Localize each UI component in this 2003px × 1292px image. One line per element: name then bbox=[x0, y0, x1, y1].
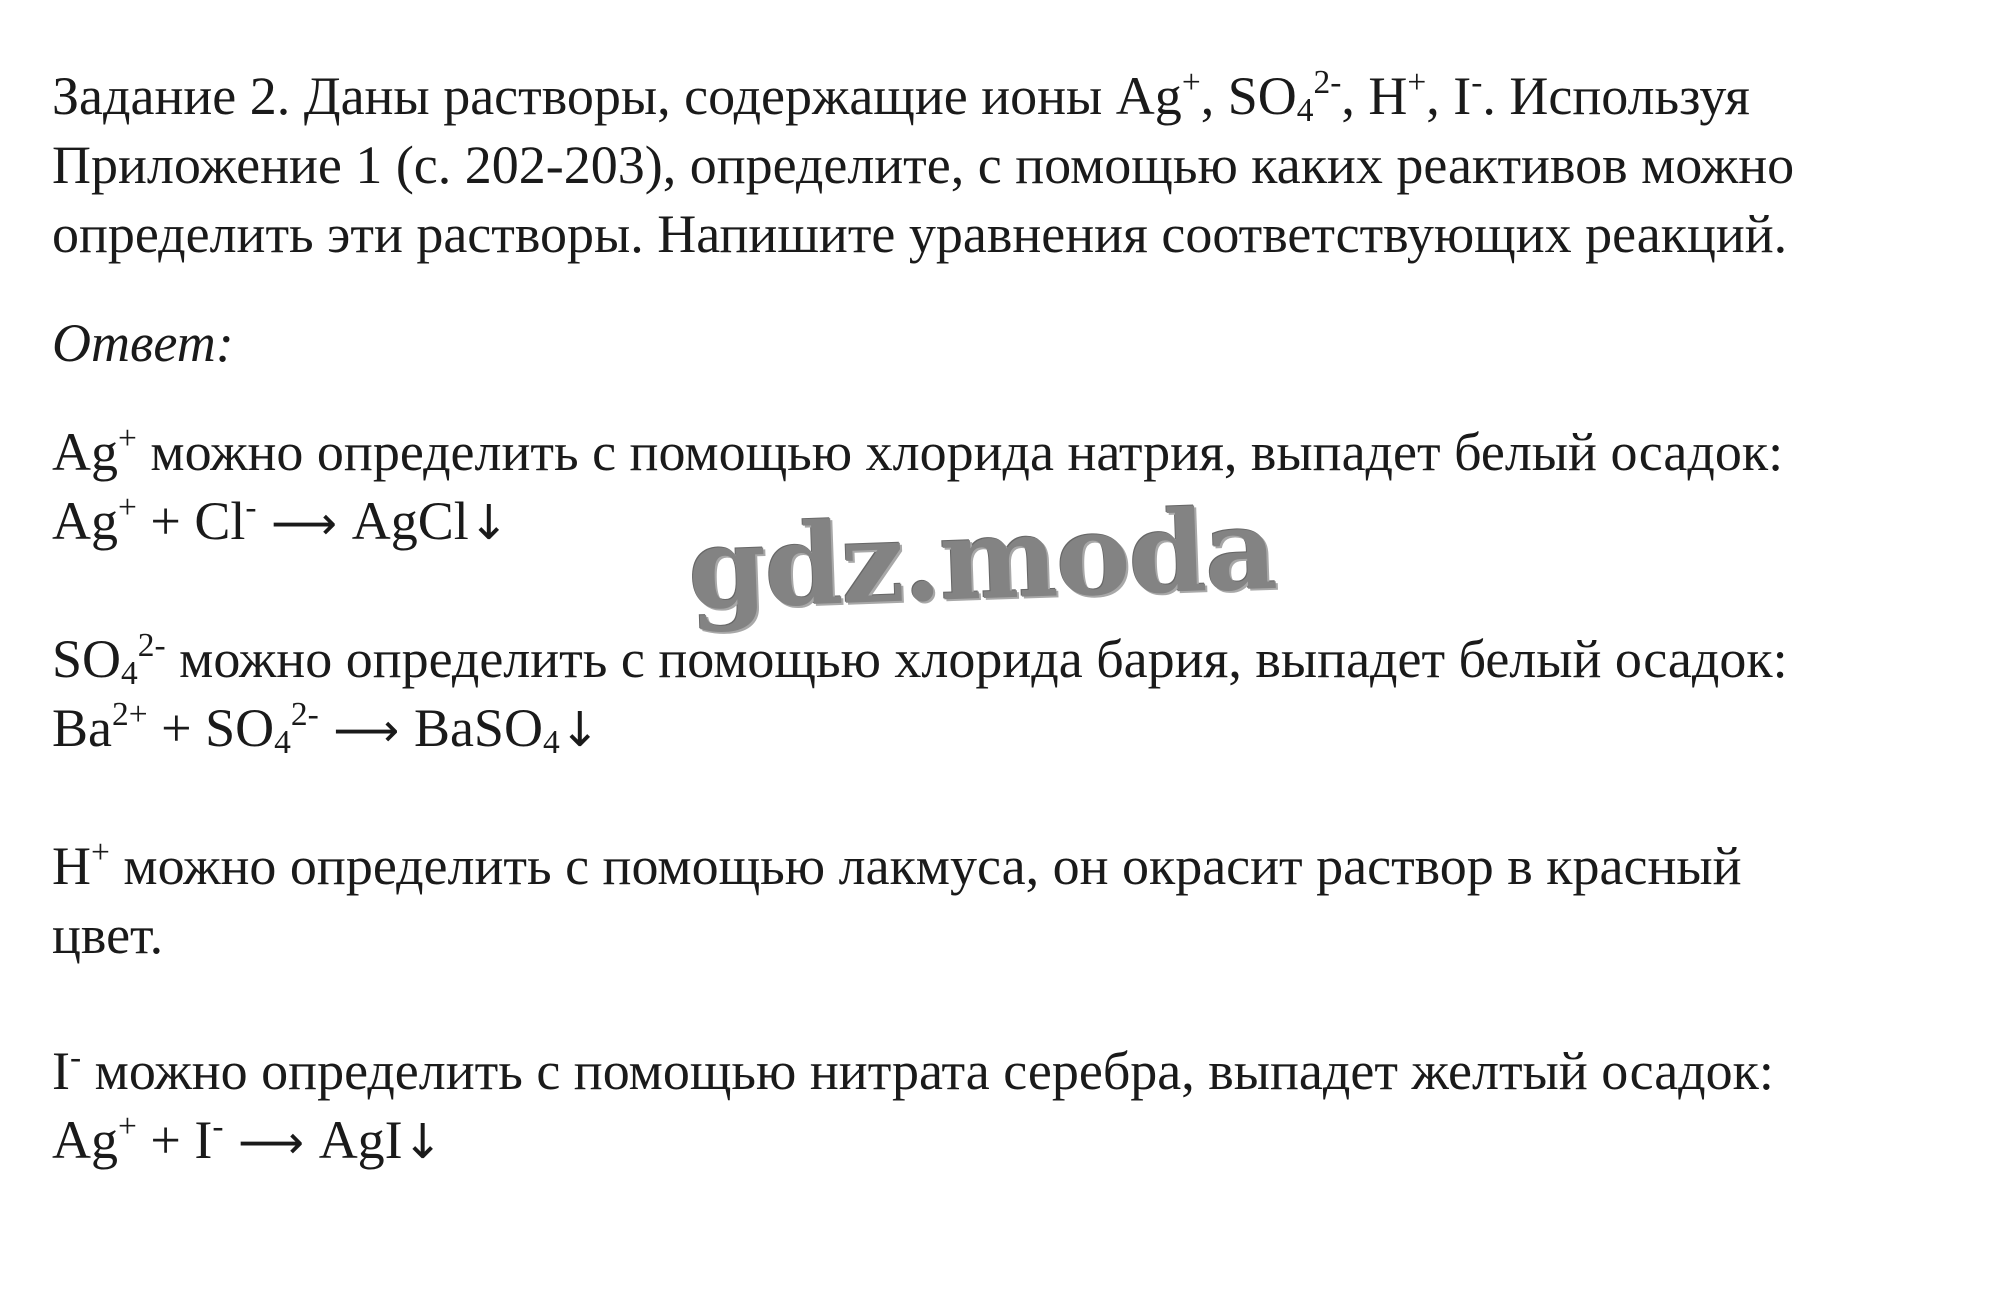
charge-superscript: + bbox=[118, 420, 137, 458]
answer-text-line: цвет. bbox=[52, 905, 164, 965]
index-subscript: 4 bbox=[1296, 92, 1314, 130]
charge-superscript: - bbox=[69, 1039, 82, 1077]
task-statement bbox=[52, 62, 1972, 269]
answer-label: Ответ: bbox=[52, 313, 234, 373]
reaction-arrow-icon: ⟶ bbox=[318, 703, 414, 757]
ion-symbol: I bbox=[52, 1041, 70, 1101]
reactant: Ba bbox=[52, 698, 112, 758]
reaction-equation bbox=[52, 1106, 1972, 1177]
task-line-2: Приложение 1 (с. 202-203), определите, с помощью каких реактивов можно bbox=[52, 135, 1795, 195]
charge-superscript: 2- bbox=[137, 627, 166, 665]
reaction-arrow-icon: ⟶ bbox=[223, 1115, 319, 1169]
charge-superscript: + bbox=[118, 489, 137, 527]
reaction-arrow-icon: ⟶ bbox=[256, 496, 352, 550]
product: AgCl bbox=[351, 491, 469, 551]
charge-superscript: 2+ bbox=[112, 696, 148, 734]
charge-superscript: - bbox=[1471, 64, 1483, 102]
answer-text-line bbox=[52, 832, 1972, 901]
charge-superscript: + bbox=[91, 834, 110, 872]
charge-superscript: 2- bbox=[1313, 64, 1342, 102]
answer-text: можно определить с помощью нитрата серебра, выпадет желтый осадок: bbox=[81, 1041, 1774, 1101]
answer-text-line bbox=[52, 1037, 1972, 1106]
reactant: Ag bbox=[52, 1110, 118, 1170]
answer-block-so4 bbox=[52, 625, 1972, 765]
charge-superscript: + bbox=[1181, 64, 1201, 102]
task-line-1 bbox=[52, 62, 1972, 131]
precipitate-arrow-icon: ↓ bbox=[559, 702, 600, 758]
precipitate-arrow-icon: ↓ bbox=[402, 1114, 443, 1170]
answer-block-h bbox=[52, 832, 1972, 970]
task-line-3: определить эти растворы. Напишите уравнения соответствующих реакций. bbox=[52, 204, 1788, 264]
task-text: , I bbox=[1426, 66, 1472, 126]
charge-superscript: + bbox=[1407, 64, 1427, 102]
answer-block-i bbox=[52, 1037, 1972, 1177]
precipitate-arrow-icon: ↓ bbox=[468, 495, 509, 551]
product: AgI bbox=[318, 1110, 403, 1170]
task-text: , H bbox=[1341, 66, 1408, 126]
answer-text: можно определить с помощью лакмуса, он окрасит раствор в красный bbox=[109, 836, 1742, 896]
ion-symbol: H bbox=[52, 836, 91, 896]
index-subscript: 4 bbox=[542, 724, 560, 762]
ion-symbol: Ag bbox=[52, 422, 118, 482]
reactant: Ag bbox=[52, 491, 118, 551]
answer-text-line bbox=[52, 625, 1972, 694]
charge-superscript: 2- bbox=[290, 696, 319, 734]
reactant: + I bbox=[136, 1110, 213, 1170]
reactant: + SO bbox=[147, 698, 275, 758]
charge-superscript: - bbox=[212, 1108, 224, 1146]
charge-superscript: - bbox=[245, 489, 257, 527]
reactant: + Cl bbox=[136, 491, 246, 551]
task-text: . Используя bbox=[1482, 66, 1750, 126]
index-subscript: 4 bbox=[121, 655, 138, 693]
product: BaSO bbox=[413, 698, 543, 758]
answer-text-line bbox=[52, 418, 1972, 487]
watermark-logo: gdz.moda bbox=[685, 483, 1278, 636]
index-subscript: 4 bbox=[274, 724, 291, 762]
charge-superscript: + bbox=[118, 1108, 137, 1146]
ion-symbol: SO bbox=[52, 629, 122, 689]
answer-text: можно определить с помощью хлорида бария, выпадет белый осадок: bbox=[165, 629, 1788, 689]
task-intro-text: Задание 2. Даны растворы, содержащие ионы Ag bbox=[52, 66, 1182, 126]
answer-text: можно определить с помощью хлорида натрия, выпадет белый осадок: bbox=[136, 422, 1784, 482]
task-text: , SO bbox=[1200, 66, 1297, 126]
reaction-equation bbox=[52, 694, 1972, 765]
